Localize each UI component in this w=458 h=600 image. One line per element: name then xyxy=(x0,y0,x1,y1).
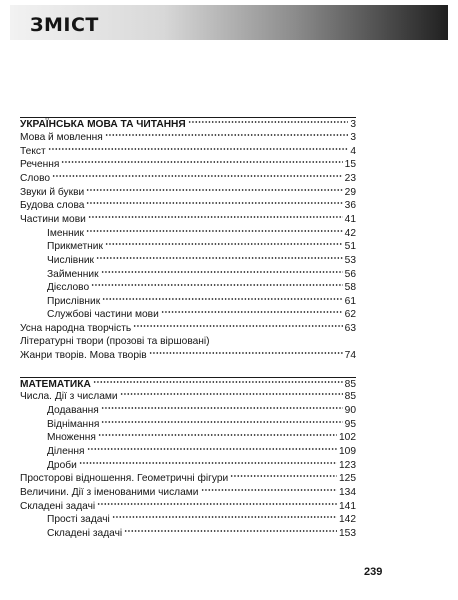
toc-entry xyxy=(47,445,356,458)
dot-leader xyxy=(48,147,349,151)
dot-leader xyxy=(86,229,343,233)
dot-leader xyxy=(161,310,343,314)
toc-entry xyxy=(47,418,356,431)
toc-entry-title: Числівник xyxy=(47,255,94,266)
dot-leader xyxy=(133,324,342,328)
toc-entry-page: 153 xyxy=(339,528,356,539)
dot-leader xyxy=(188,120,349,124)
toc-entry-title: Прості задачі xyxy=(47,514,110,525)
dot-leader xyxy=(86,201,342,205)
dot-leader xyxy=(61,160,342,164)
toc-entry-title: Прислівник xyxy=(47,296,101,307)
dot-leader xyxy=(230,474,337,478)
toc-entry-title: Прикметник xyxy=(47,241,103,252)
toc-entry xyxy=(20,199,356,212)
toc-entry xyxy=(20,349,356,362)
toc-entry-title: Множення xyxy=(47,432,96,443)
dot-leader xyxy=(101,406,343,410)
toc-entry-title: Слово xyxy=(20,173,51,184)
dot-leader xyxy=(124,529,337,533)
toc-entry-title: Просторові відношення. Геометричні фігури xyxy=(20,473,229,484)
dot-leader xyxy=(52,174,343,178)
toc-entry-page: 85 xyxy=(344,379,356,390)
toc-entry-title: Звуки й букви xyxy=(20,187,85,198)
toc-entry-title: Складені задачі xyxy=(20,501,96,512)
toc-entry-title: МАТЕМАТИКА xyxy=(20,379,91,390)
toc-entry-page: 123 xyxy=(339,460,356,471)
toc-entry-title: Службові частини мови xyxy=(47,309,159,320)
toc-entry-page: 141 xyxy=(339,501,356,512)
toc-entry-page: 36 xyxy=(344,200,356,211)
dot-leader xyxy=(87,447,337,451)
toc-entry xyxy=(47,281,356,294)
dot-leader xyxy=(149,351,343,355)
toc-entry-title: Частини мови xyxy=(20,214,86,225)
toc-entry-page: 15 xyxy=(344,159,356,170)
toc-entry xyxy=(20,322,356,335)
dot-leader xyxy=(97,502,337,506)
toc-entry-page: 142 xyxy=(339,514,356,525)
toc-entry-title: Дієслово xyxy=(47,282,90,293)
toc-entry xyxy=(47,404,356,417)
toc-entry xyxy=(47,227,356,240)
toc-entry xyxy=(47,295,356,308)
toc-entry-title: Займенник xyxy=(47,269,99,280)
toc-entry-title: Іменник xyxy=(47,228,84,239)
toc-entry-page: 74 xyxy=(344,350,356,361)
dot-leader xyxy=(86,188,342,192)
toc-entry-title: Будова слова xyxy=(20,200,85,211)
toc-entry xyxy=(47,254,356,267)
toc-entry-title: Мова й мовлення xyxy=(20,132,103,143)
toc-entry-page: 90 xyxy=(344,405,356,416)
dot-leader xyxy=(102,297,342,301)
toc-entry xyxy=(47,240,356,253)
dot-leader xyxy=(91,283,343,287)
toc-entry xyxy=(20,158,356,171)
dot-leader xyxy=(201,488,338,492)
dot-leader xyxy=(88,215,343,219)
dot-leader xyxy=(101,420,342,424)
toc-entry-page: 51 xyxy=(344,241,356,252)
toc-entry-title: Усна народна творчість xyxy=(20,323,132,334)
toc-entry xyxy=(20,500,356,513)
toc-entry-page: 62 xyxy=(344,309,356,320)
dot-leader xyxy=(105,242,343,246)
toc-entry-title: Жанри творів. Мова творів xyxy=(20,350,147,361)
toc-entry xyxy=(47,527,356,540)
toc-entry xyxy=(47,431,356,444)
toc-entry xyxy=(20,131,356,144)
toc-entry-page: 125 xyxy=(339,473,356,484)
toc-entry-page: 63 xyxy=(344,323,356,334)
toc-entry-page: 3 xyxy=(350,119,356,130)
toc-entry-page: 58 xyxy=(344,282,356,293)
toc-entry xyxy=(20,186,356,199)
toc-entry xyxy=(20,172,356,185)
toc-entry-title: Величини. Дії з іменованими числами xyxy=(20,487,199,498)
toc-entry-title: Складені задачі xyxy=(47,528,123,539)
toc-entry-page: 134 xyxy=(339,487,356,498)
toc-entry-title: Літературні твори (прозові та віршовані) xyxy=(20,336,210,347)
toc-entry-page: 29 xyxy=(344,187,356,198)
toc-entry-title: Текст xyxy=(20,146,46,157)
dot-leader xyxy=(79,461,337,465)
dot-leader xyxy=(98,433,337,437)
toc-entry xyxy=(20,390,356,403)
toc-entry-page: 42 xyxy=(344,228,356,239)
toc-entry xyxy=(20,472,356,485)
toc-entry-page: 4 xyxy=(350,146,356,157)
dot-leader xyxy=(93,380,343,384)
page-number: 239 xyxy=(364,566,383,578)
toc-entry xyxy=(20,486,356,499)
toc-entry xyxy=(20,213,356,226)
dot-leader xyxy=(112,515,337,519)
toc-section-heading xyxy=(20,117,356,131)
toc-section-heading xyxy=(20,377,356,391)
dot-leader xyxy=(120,392,343,396)
dot-leader xyxy=(96,256,343,260)
toc-entry-page: 23 xyxy=(344,173,356,184)
dot-leader xyxy=(105,133,349,137)
toc-entry-title: Речення xyxy=(20,159,60,170)
toc-entry-page: 95 xyxy=(344,419,356,430)
toc-entry-title: Додавання xyxy=(47,405,99,416)
toc-entry-page: 53 xyxy=(344,255,356,266)
toc-entry-page: 109 xyxy=(339,446,356,457)
toc-entry xyxy=(47,268,356,281)
toc-entry-page: 3 xyxy=(350,132,356,143)
toc-entry xyxy=(20,335,356,348)
toc-entry-title: Ділення xyxy=(47,446,85,457)
header-bar xyxy=(10,5,448,40)
toc-entry-page: 56 xyxy=(344,269,356,280)
toc-entry xyxy=(47,513,356,526)
toc-entry-page: 41 xyxy=(344,214,356,225)
toc-entry-title: Віднімання xyxy=(47,419,100,430)
toc-entry xyxy=(47,308,356,321)
toc-entry-title: УКРАЇНСЬКА МОВА ТА ЧИТАННЯ xyxy=(20,119,186,130)
toc-entry-page: 85 xyxy=(344,391,356,402)
page-title: ЗМІСТ xyxy=(30,14,99,36)
toc-entry-title: Числа. Дії з числами xyxy=(20,391,118,402)
dot-leader xyxy=(101,270,343,274)
toc-entry-page: 102 xyxy=(339,432,356,443)
toc-entry-title: Дроби xyxy=(47,460,77,471)
toc-entry xyxy=(47,459,356,472)
toc-entry-page: 61 xyxy=(344,296,356,307)
toc-entry xyxy=(20,145,356,158)
